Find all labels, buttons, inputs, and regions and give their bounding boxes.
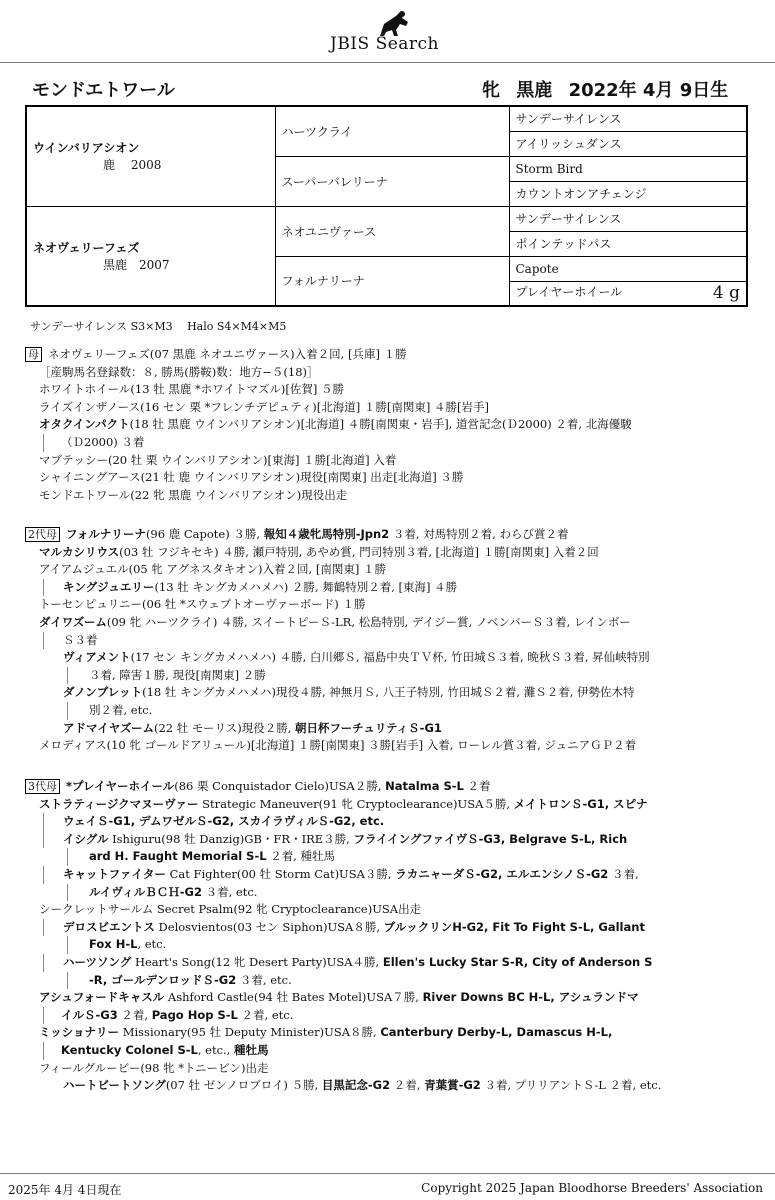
- list-item: Fox H-L, etc.: [25, 936, 745, 954]
- list-item: メロディアス(10 牝 ゴールドアリュール)[北海道] １勝[南関東] ３勝[岩手] 入着, ローレル賞３着, ジュニアＧＰ２着: [39, 738, 637, 753]
- pedigree-dds[interactable]: Capote: [509, 256, 747, 281]
- header-divider: [0, 62, 775, 63]
- list-item: ダノンブレット(18 牡 キングカメハメハ)現役４勝, 神無月Ｓ, 八王子特別, 竹田城Ｓ２着, 灘Ｓ２着, 伊勢佐木特: [63, 685, 635, 700]
- logo-text: JBIS Search: [330, 34, 440, 54]
- list-item: Ｓ３着: [25, 632, 745, 650]
- list-item: ダイワズーム(09 牝 ハーツクライ) ４勝, スイートピーＳ-LR, 松島特別, デイジー賞, ノベンバーＳ３着, レインボー: [39, 614, 631, 629]
- list-item: アシュフォードキャスル Ashford Castle(94 牡 Bates Motel)USA７勝, River Downs BC H-L, アシュランドマ: [39, 990, 639, 1005]
- third-dam-section: [25, 778, 745, 1095]
- list-item: ライズインザノース(16 セン 栗 *フレンチデピュティ)[北海道] １勝[南関東] ４勝[岩手]: [39, 399, 489, 414]
- pedigree-sss[interactable]: サンデーサイレンス: [509, 106, 747, 131]
- list-item: イシグル Ishiguru(98 牡 Danzig)GB・FR・IRE３勝, フライイングファイヴＳ-G3, Belgrave S-L, Rich: [25, 831, 745, 849]
- horse-name: モンドエトワール: [32, 80, 175, 101]
- pedigree-table: [25, 105, 748, 307]
- pedigree-ddd-cell: [509, 281, 747, 306]
- dam-section: [25, 346, 745, 504]
- list-item: （Ｄ2000) ３着: [25, 434, 745, 452]
- list-item: デロスビエントス Delosvientos(03 セン Siphon)USA８勝, ブルックリンH-G2, Fit To Fight S-L, Gallant: [25, 919, 745, 937]
- list-item: ストラティージクマヌーヴァー Strategic Maneuver(91 牝 Cryptoclearance)USA５勝, メイトロンＳ-G1, スピナ: [39, 796, 648, 811]
- list-item: ard H. Faught Memorial S-L ２着, 種牡馬: [25, 848, 745, 866]
- pedigree-sdd[interactable]: カウントオンアチェンジ: [509, 181, 747, 206]
- list-item: ミッショナリー Missionary(95 牡 Deputy Minister)USA８勝, Canterbury Derby-L, Damascus H-L,: [39, 1025, 613, 1040]
- pedigree-sd[interactable]: スーパーバレリーナ: [275, 156, 509, 206]
- horse-sex: 牝: [482, 80, 500, 101]
- list-item: マルカシリウス(03 牡 フジキセキ) ４勝, 瀬戸特別, あやめ賞, 門司特別３着, [北海道] １勝[南関東] 入着２回: [39, 544, 599, 559]
- pedigree-dsd[interactable]: ポインテッドパス: [509, 231, 747, 256]
- pedigree-sire-name[interactable]: ウインバリアシオン: [33, 141, 140, 156]
- second-dam-section: [25, 526, 745, 755]
- list-item: キングジュエリー(13 牡 キングカメハメハ) ２勝, 舞鶴特別２着, [東海] ４勝: [25, 579, 745, 597]
- section-tag: 母: [25, 347, 42, 362]
- pedigree-ds[interactable]: ネオユニヴァース: [275, 206, 509, 256]
- pedigree-sire-info: 鹿 2008: [103, 158, 162, 173]
- list-item: シャイニングアース(21 牡 鹿 ウインバリアシオン)現役[南関東] 出走[北海道] ３勝: [39, 470, 464, 485]
- horse-color: 黒鹿: [516, 80, 553, 101]
- list-item: 別２着, etc.: [25, 702, 745, 720]
- pedigree-ssd[interactable]: アイリッシュダンス: [509, 131, 747, 156]
- copyright: Copyright 2025 Japan Bloodhorse Breeders' Association: [421, 1181, 763, 1195]
- list-item: ヴィアメント(17 セン キングカメハメハ) ４勝, 白川郷Ｓ, 福島中央ＴＶ杯, 竹田城Ｓ３着, 晩秋Ｓ３着, 昇仙峡特別: [63, 650, 650, 665]
- horse-birth: 2022年 4月 9日生: [568, 80, 729, 101]
- pedigree-dd[interactable]: フォルナリーナ: [275, 256, 509, 306]
- list-item: シークレットサールム Secret Psalm(92 牝 Cryptoclearance)USA出走: [39, 902, 422, 917]
- list-item: -R, ゴールデンロッドＳ-G2 ３着, etc.: [25, 972, 745, 990]
- list-item: モンドエトワール(22 牝 黒鹿 ウインバリアシオン)現役出走: [39, 487, 348, 502]
- list-item: アドマイヤズーム(22 牡 モーリス)現役２勝, 朝日杯フーチュリティＳ-G1: [63, 720, 442, 735]
- horse-info: [482, 76, 738, 102]
- pedigree-dam-name[interactable]: ネオヴェリーフェズ: [33, 240, 140, 255]
- list-item: ３着, 障害１勝, 現役[南関東] ２勝: [25, 667, 745, 685]
- pedigree-sds[interactable]: Storm Bird: [509, 156, 747, 181]
- pedigree-dss[interactable]: サンデーサイレンス: [509, 206, 747, 231]
- list-item: ウェイＳ-G1, デムワゼルＳ-G2, スカイラヴィルＳ-G2, etc.: [25, 813, 745, 831]
- list-item: トーセンピュリニー(06 牡 *スウェプトオーヴァーボード) １勝: [39, 597, 366, 612]
- list-item: ハーツソング Heart's Song(12 牝 Desert Party)USA４勝, Ellen's Lucky Star S-R, City of Anderson S: [25, 954, 745, 972]
- list-item: ホワイトホイール(13 牡 黒鹿 *ホワイトマズル)[佐賀] ５勝: [39, 382, 345, 397]
- list-item: 母 ネオヴェリーフェズ(07 黒鹿 ネオユニヴァース)入着２回, [兵庫] １勝: [25, 346, 745, 364]
- list-item: アイアムジュエル(05 牝 アグネスタキオン)入着２回, [南関東] １勝: [39, 562, 386, 577]
- list-item: ［産駒馬名登録数：８, 勝馬(勝鞍)数：地方−５(18)］: [39, 364, 319, 379]
- list-item: Kentucky Colonel S-L, etc., 種牡馬: [25, 1042, 745, 1060]
- pedigree-dam-cell: [26, 206, 275, 306]
- inbreeding-line: サンデーサイレンス S3×M3 Halo S4×M4×M5: [30, 320, 287, 333]
- list-item: フィールグルービー(98 牝 *トニービン)出走: [39, 1060, 269, 1075]
- section-tag: 3代母: [25, 779, 60, 794]
- list-item: 3代母 *プレイヤーホイール(86 栗 Conquistador Cielo)USA２勝, Natalma S-L ２着: [25, 778, 745, 796]
- list-item: 2代母 フォルナリーナ(96 鹿 Capote) ３勝, 報知４歳牝馬特別-Jpn2 ３着, 対馬特別２着, わらび賞２着: [25, 526, 745, 544]
- as-of-date: 2025年 4月 4日現在: [8, 1183, 122, 1197]
- list-item: キャットファイター Cat Fighter(00 牡 Storm Cat)USA３勝, ラカニャーダＳ-G2, エルエンシノＳ-G2 ３着,: [25, 866, 745, 884]
- section-tag: 2代母: [25, 527, 60, 542]
- list-item: オタクインパクト(18 牡 黒鹿 ウインバリアシオン)[北海道] ４勝[南関東・岩手], 道営記念(Ｄ2000) ２着, 北海優駿: [39, 417, 632, 432]
- pedigree-sire-cell: [26, 106, 275, 206]
- pedigree-ss[interactable]: ハーツクライ: [275, 106, 509, 156]
- pedigree-grade: 4 g: [712, 283, 740, 304]
- list-item: マブテッシー(20 牡 栗 ウインバリアシオン)[東海] １勝[北海道] 入着: [39, 452, 397, 467]
- footer-divider: [0, 1173, 775, 1174]
- pedigree-ddd[interactable]: プレイヤーホイール: [515, 285, 623, 300]
- list-item: ハートビートソング(07 牡 ゼンノロブロイ) ５勝, 目黒記念-G2 ２着, 青葉賞-G2 ３着, プリリアントＳ-L ２着, etc.: [63, 1078, 662, 1093]
- list-item: イルＳ-G3 ２着, Pago Hop S-L ２着, etc.: [25, 1007, 745, 1025]
- list-item: ルイヴィルＢＣＨ-G2 ３着, etc.: [25, 884, 745, 902]
- jbis-search-logo[interactable]: [330, 8, 460, 54]
- pedigree-dam-info: 黒鹿 2007: [103, 257, 170, 272]
